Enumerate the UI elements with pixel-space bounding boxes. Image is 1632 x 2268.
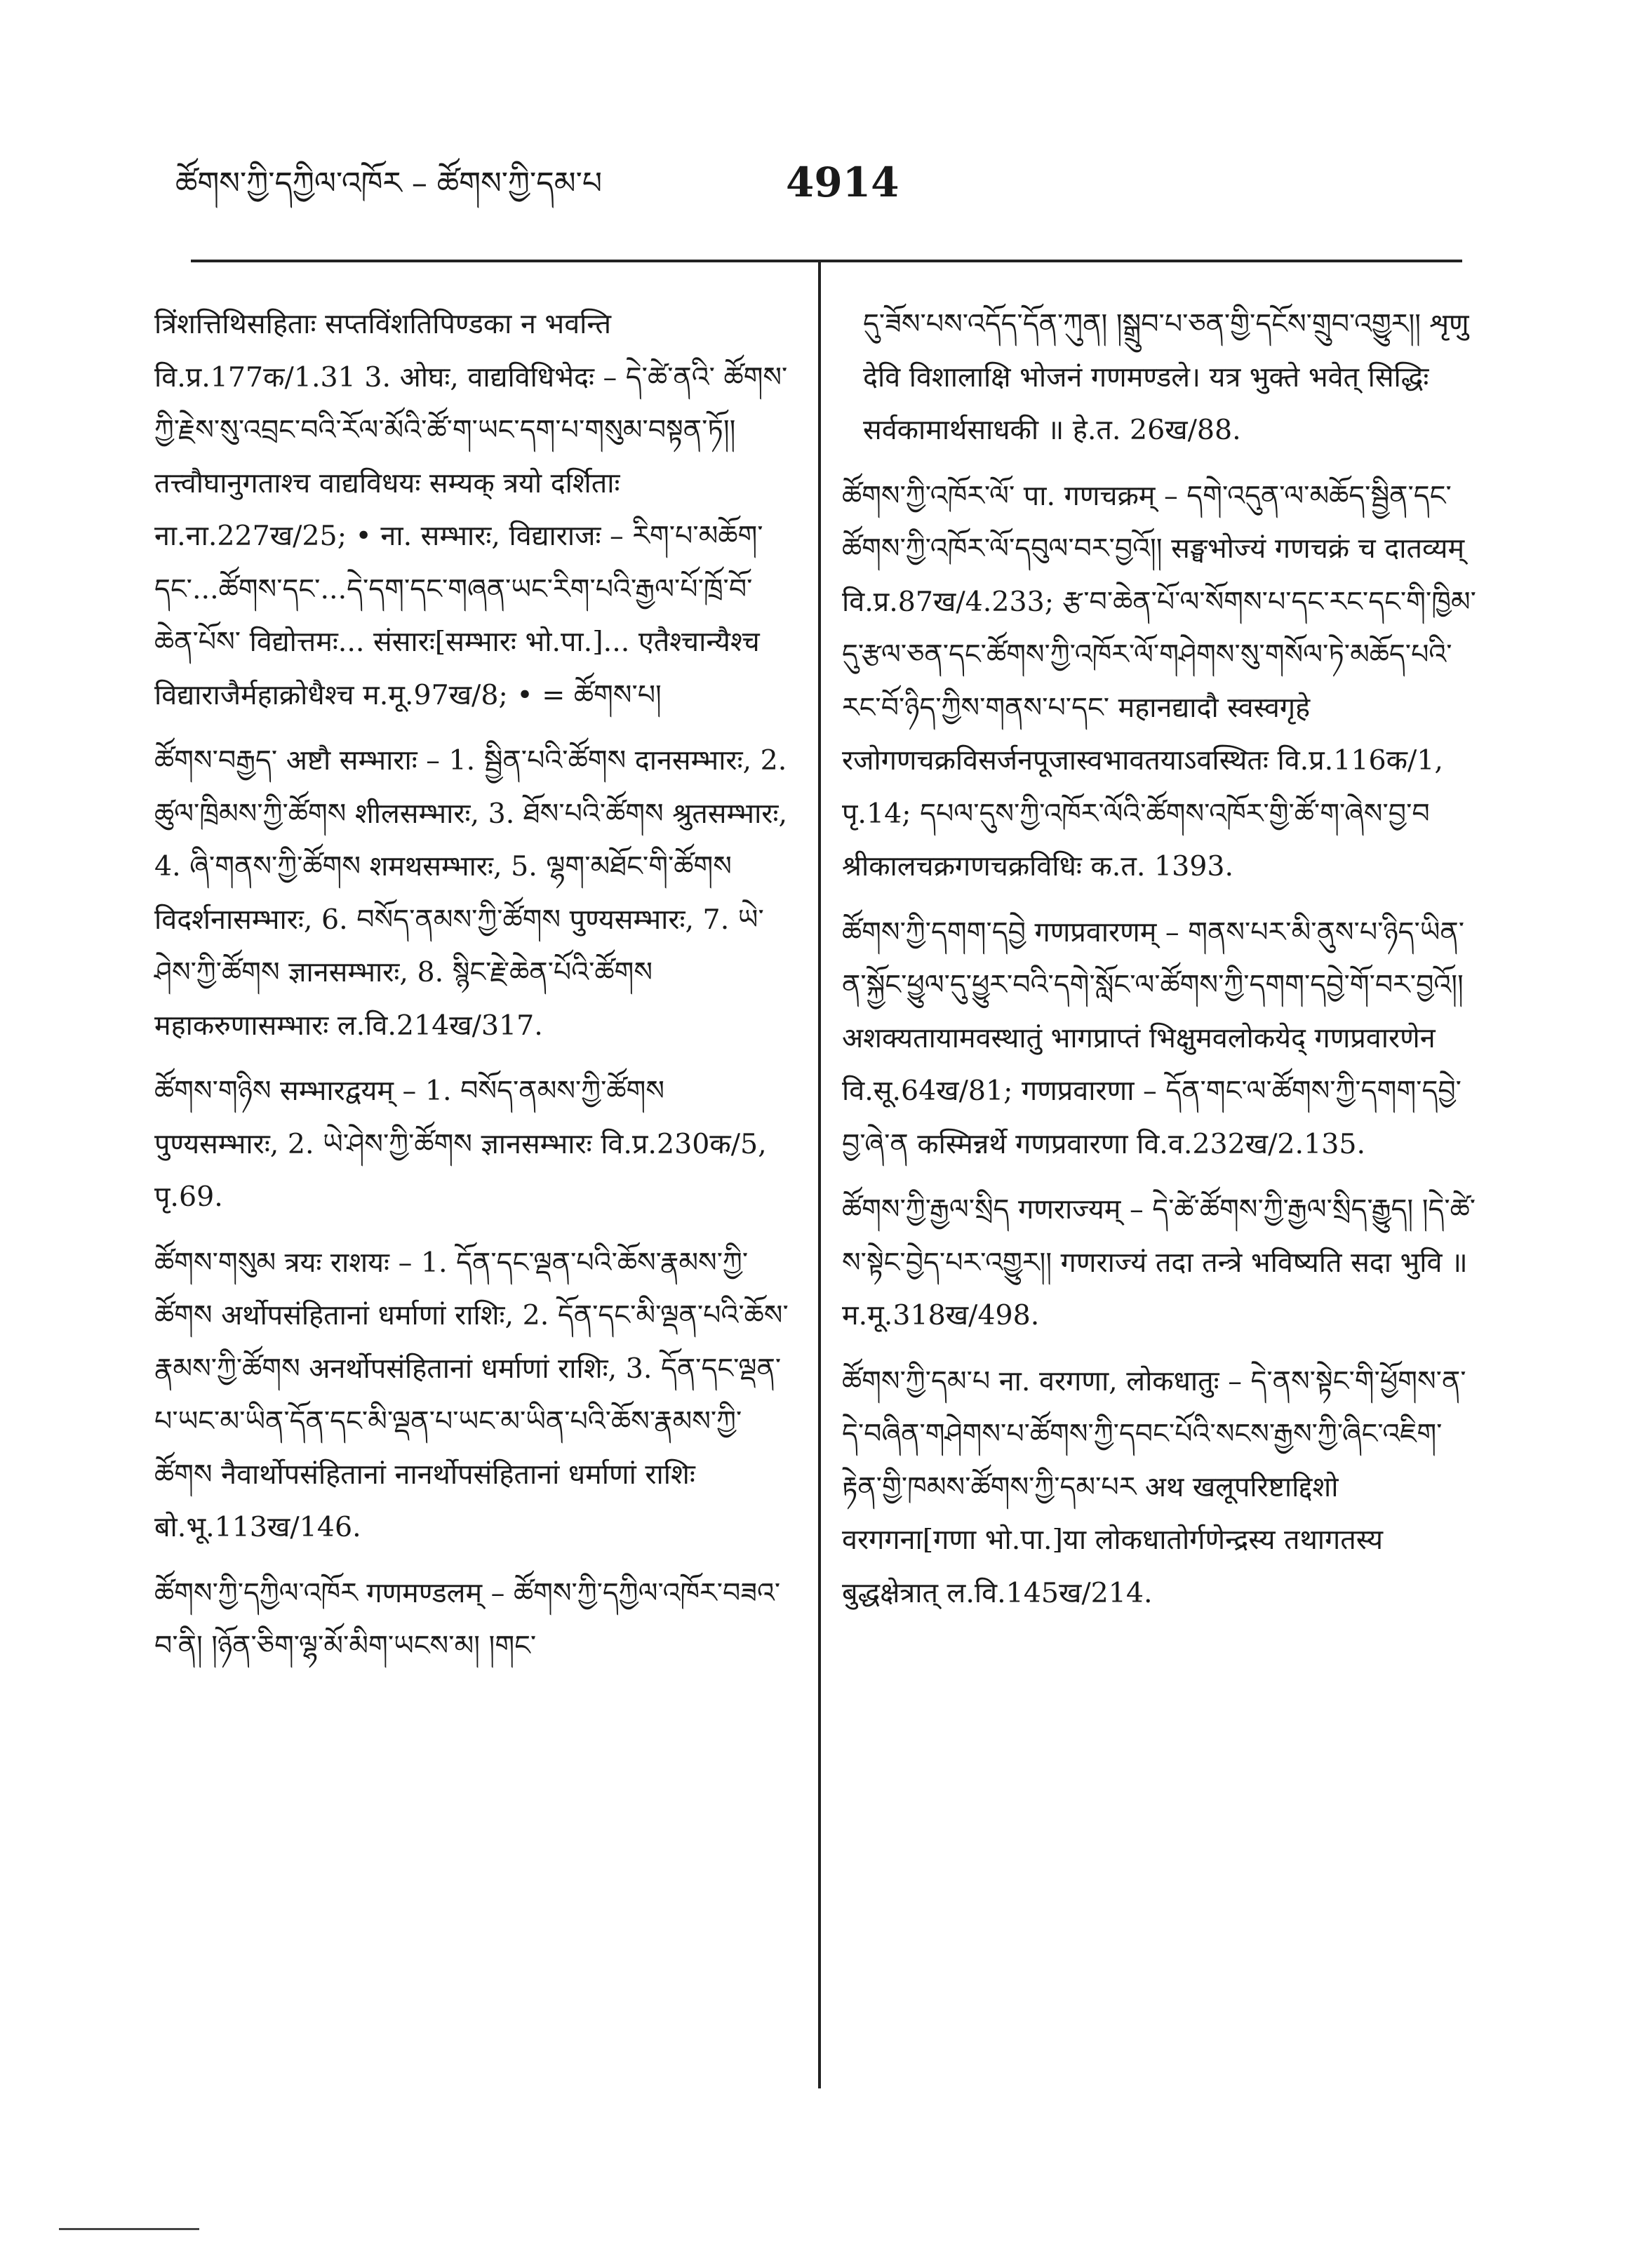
dictionary-entry: ཚོགས་ཀྱི་རྒྱལ་སྲིད गणराज्यम् – དེ་ཚེ་ཚོགས་ཀྱི་རྒྱལ་སྲིད་རྒྱུད། །དེ་ཚེ་ས་སྟེང་བྱེད་པར་འགྱུར།། गणराज्यं तदा तन्त्रे भविष्यति सदा भुवि ॥ म.मू.318ख/498. — [842, 1193, 1476, 1331]
dictionary-entry: ཚོགས་གཉིས सम्भारद्वयम् – 1. བསོད་ནམས་ཀྱི་ཚོགས पुण्यसम्भारः, 2. ཡེ་ཤེས་ཀྱི་ཚོགས ज्ञानसम्भारः वि.प्र.230क/5, पृ.69. — [154, 1075, 767, 1213]
right-column — [842, 298, 1477, 1632]
dictionary-entry: ཚོགས་ཀྱི་དམ་པ ना. वरगणा, लोकधातुः – དེ་ནས་སྟེང་གི་ཕྱོགས་ན་དེ་བཞིན་གཤེགས་པ་ཚོགས་ཀྱི་དབང་པོའི་སངས་རྒྱས་ཀྱི་ཞིང་འཇིག་རྟེན་གྱི་ཁམས་ཚོགས་ཀྱི་དམ་པར अथ खलूपरिष्टाद्दिशो वरगगना[गणा भो.पा.]या लोकधातोर्गणेन्द्रस्य तथागतस्य बुद्धक्षेत्रात् ल.वि.145ख/214. — [842, 1364, 1466, 1609]
column-divider — [818, 261, 821, 2088]
dictionary-entry: ཚོགས་ཀྱི་དཀྱིལ་འཁོར गणमण्डलम् – ཚོགས་ཀྱི་དཀྱིལ་འཁོར་བཟའ་བ་ནི། །ཉོན་ཅིག་ལྷ་མོ་མིག་ཡངས་མ། །གང་ — [154, 1576, 781, 1662]
dictionary-entry: ཚོགས་གསུམ त्रयः राशयः – 1. དོན་དང་ལྡན་པའི་ཆོས་རྣམས་ཀྱི་ཚོགས अर्थोपसंहितानां धर्माणां राशिः, 2. དོན་དང་མི་ལྡན་པའི་ཆོས་རྣམས་ཀྱི་ཚོགས अनर्थोपसंहितानां धर्माणां राशिः, 3. དོན་དང་ལྡན་པ་ཡང་མ་ཡིན་དོན་དང་མི་ལྡན་པ་ཡང་མ་ཡིན་པའི་ཆོས་རྣམས་ཀྱི་ཚོགས नैवार्थोपसंहितानां नानर्थोपसंहितानां धर्माणां राशिः बो.भू.113ख/146. — [154, 1246, 789, 1543]
dictionary-entry: དུ་ཟོས་པས་འདོད་དོན་ཀུན། །སྒྲུབ་པ་ཅན་གྱི་དངོས་གྲུབ་འགྱུར།། शृणु देवि विशालाक्षि भोजनं गणमण्डले। यत्र भुक्ते भवेत् सिद्धिः सर्वकामार्थसाधकी ॥ हे.त. 26ख/88. — [863, 308, 1469, 446]
running-head: ཚོགས་ཀྱི་དཀྱིལ་འཁོར – ཚོགས་ཀྱི་དམ་པ — [175, 166, 603, 201]
dictionary-entry: त्रिंशत्तिथिसहिताः सप्तविंशतिपिण्डका न भवन्ति वि.प्र.177क/1.31 3. ओघः, वाद्यविधिभेदः – དེ་ཚེ་ནའི་ ཚོགས་ཀྱི་རྗེས་སུ་འབྲང་བའི་རོལ་མོའི་ཚོ་ག་ཡང་དག་པ་གསུམ་བསྟན་ཏོ།། तत्त्वौघानुगताश्च वाद्यविधयः सम्यक् त्रयो दर्शिताः ना.ना.227ख/25; • ना. सम्भारः, विद्याराजः – རིག་པ་མཆོག་དང་...ཚོགས་དང་...དེ་དག་དང་གཞན་ཡང་རིག་པའི་རྒྱལ་པོ་ཁྲོ་བོ་ཆེན་པོས་ विद्योत्तमः... संसारः[सम्भारः भो.पा.]... एतैश्चान्यैश्च विद्याराजैर्महाक्रोधैश्च म.मू.97ख/8; • = ཚོགས་པ། — [154, 308, 788, 711]
dictionary-entry: ཚོགས་ཀྱི་འཁོར་ལོ་ पा. गणचक्रम् – དགེ་འདུན་ལ་མཆོད་སྦྱིན་དང་ཚོགས་ཀྱི་འཁོར་ལོ་དབུལ་བར་བྱའོ།། सङ्घभोज्यं गणचक्रं च दातव्यम् वि.प्र.87ख/4.233; རྩ་བ་ཆེན་པོ་ལ་སོགས་པ་དང་རང་དང་གི་ཁྱིམ་དུ་རྩལ་ཅན་དང་ཚོགས་ཀྱི་འཁོར་ལོ་གཤེགས་སུ་གསོལ་ཏེ་མཆོད་པའི་རང་བོ་ཉིད་ཀྱིས་གནས་པ་དང་ महानद्यादौ स्वस्वगृहे रजोगणचक्रविसर्जनपूजास्वभावतयाऽवस्थितः वि.प्र.116क/1, पृ.14; དཔལ་དུས་ཀྱི་འཁོར་ལོའི་ཚོགས་འཁོར་གྱི་ཚོ་ག་ཞེས་བྱ་བ श्रीकालचक्रगणचक्रविधिः क.त. 1393. — [842, 479, 1476, 883]
dictionary-entry: ཚོགས་ཀྱི་དགག་དབྱེ गणप्रवारणम् – གནས་པར་མི་ནུས་པ་ཉིད་ཡིན་ན་སྐྱོང་ཕྱུལ་དུ་ཕྱུར་བའི་དགེ་སློང་ལ་ཚོགས་ཀྱི་དགག་དབྱེ་གོ་བར་བྱའོ།། अशक्यतायामवस्थातुं भागप्राप्तं भिक्षुमवलोकयेद् गणप्रवारणेन वि.सू.64ख/81; गणप्रवारणा – དོན་གང་ལ་ཚོགས་ཀྱི་དགག་དབྱེ་བྱ་ཞེ་ན कस्मिन्नर्थे गणप्रवारणा वि.व.232ख/2.135. — [842, 915, 1465, 1160]
header-rule — [191, 260, 1462, 262]
footer-rule — [59, 2228, 199, 2230]
page-number: 4914 — [786, 159, 899, 206]
page-header — [175, 159, 1459, 215]
dictionary-entry: ཚོགས་བརྒྱད་ अष्टौ सम्भाराः – 1. སྦྱིན་པའི་ཚོགས दानसम्भारः, 2. ཚུལ་ཁྲིམས་ཀྱི་ཚོགས शीलसम्भारः, 3. ཐོས་པའི་ཚོགས श्रुतसम्भारः, 4. ཞི་གནས་ཀྱི་ཚོགས शमथसम्भारः, 5. ལྷག་མཐོང་གི་ཚོགས विदर्शनासम्भारः, 6. བསོད་ནམས་ཀྱི་ཚོགས पुण्यसम्भारः, 7. ཡེ་ཤེས་ཀྱི་ཚོགས ज्ञानसम्भारः, 8. སྙིང་རྗེ་ཆེན་པོའི་ཚོགས महाकरुणासम्भारः ल.वि.214ख/317. — [154, 744, 787, 1042]
left-column — [154, 298, 796, 1686]
